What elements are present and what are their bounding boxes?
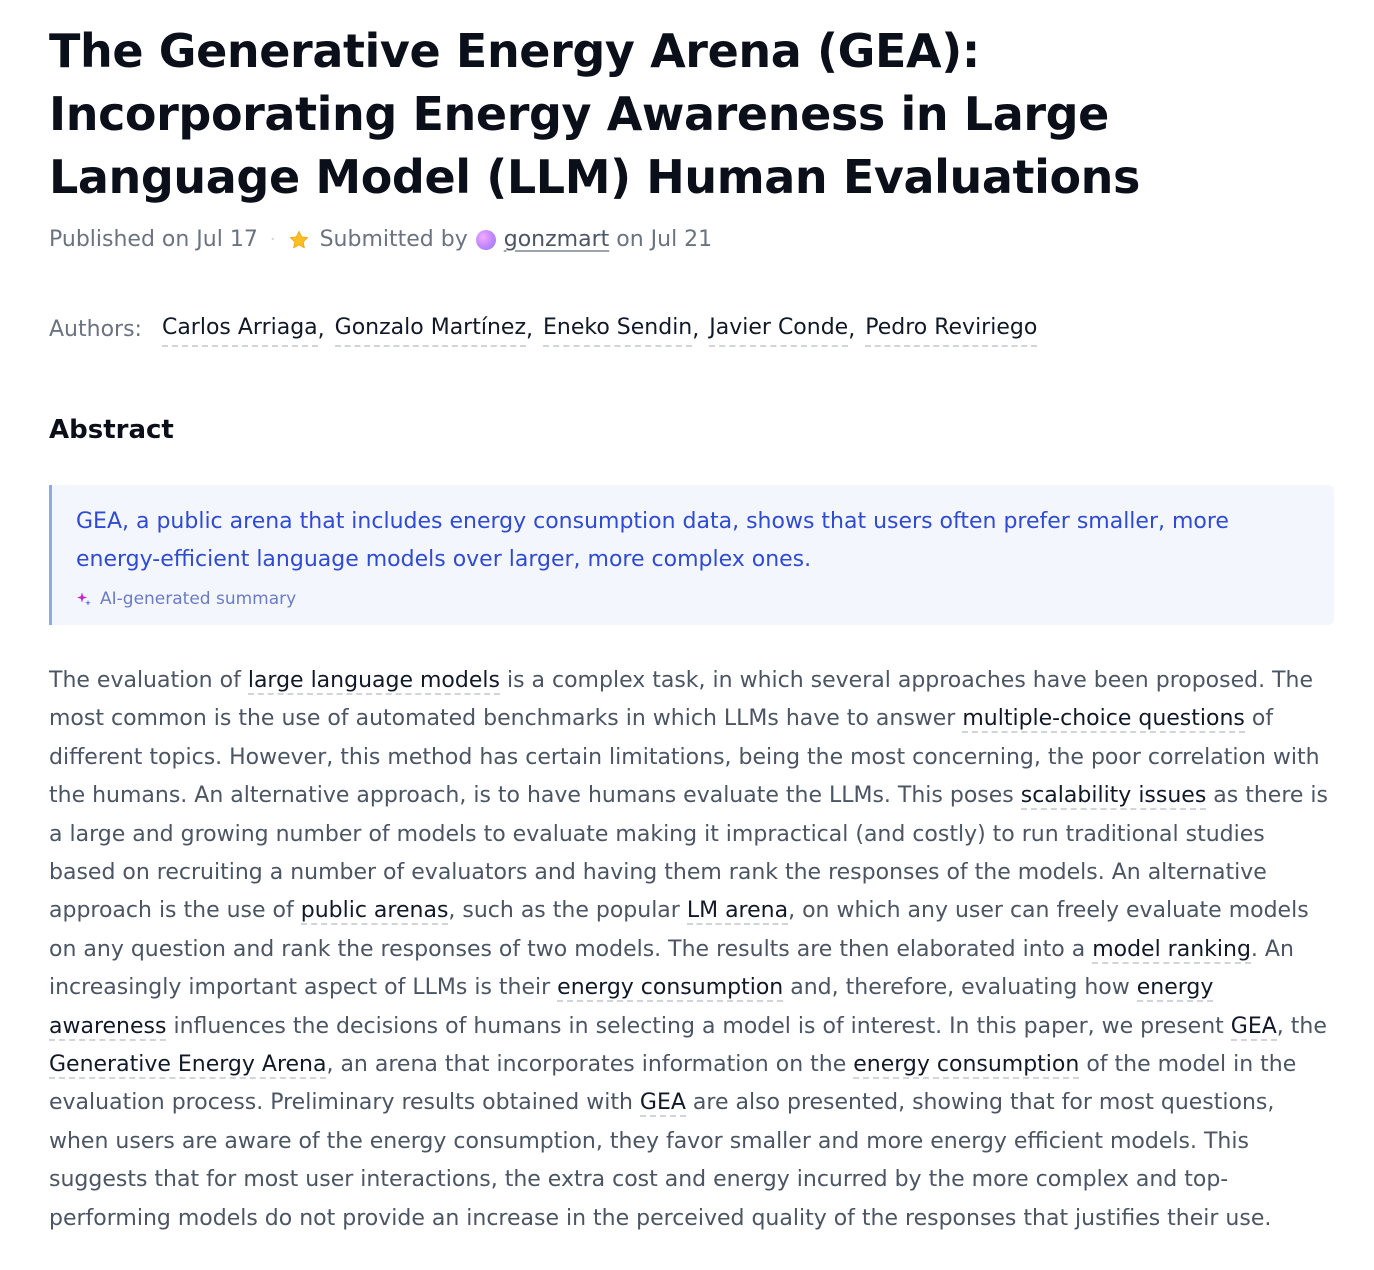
abstract-term-link[interactable]: model ranking [1092, 936, 1251, 962]
ai-summary-label-row [76, 589, 1294, 609]
abstract-term-link[interactable]: energy consumption [853, 1052, 1080, 1078]
author-separator: , [848, 316, 856, 342]
submitted-prefix: Submitted by [319, 227, 468, 252]
ai-summary-label: AI-generated summary [100, 589, 297, 609]
abstract-text-segment: , such as the popular [448, 898, 687, 924]
abstract-text-segment: , an arena that incorporates information on the [326, 1052, 854, 1078]
abstract-text-segment: influences the decisions of humans in selecting a model is of interest. In this paper, we present [166, 1013, 1231, 1039]
author-separator: , [526, 316, 533, 342]
abstract-text-segment: is a complex task, in which several approaches have been proposed. The most common is the use of automated benchmarks in which LLMs have to answer [49, 668, 1314, 732]
abstract-text-segment: of the model in the evaluation process. Preliminary results obtained with [49, 1052, 1297, 1116]
abstract-text [49, 662, 1334, 1238]
star-icon [288, 229, 310, 251]
ai-summary-text: GEA, a public arena that includes energy consumption data, shows that users often prefer smaller, more energy-efficient language models over larger, more complex ones. [76, 509, 1229, 572]
author-link[interactable]: Pedro Reviriego [865, 312, 1037, 347]
abstract-term-link[interactable]: scalability issues [1020, 783, 1207, 809]
submitted-date: on Jul 21 [616, 227, 713, 252]
abstract-term-link[interactable]: multiple-choice questions [962, 706, 1245, 732]
ai-summary-box [49, 485, 1334, 625]
sparkle-icon [76, 591, 92, 607]
abstract-text-segment: . An increasingly important aspect of LLMs is their [49, 936, 1294, 1001]
author-separator: , [317, 316, 325, 342]
author-link[interactable]: Javier Conde [709, 312, 848, 347]
author-link[interactable]: Eneko Sendin [543, 312, 692, 347]
abstract-text-segment: , the [1276, 1013, 1327, 1039]
author-separator: , [692, 316, 700, 342]
abstract-text-segment: as there is a large and growing number of models to evaluate making it impractical (and costly) to run traditional studies based on recruiting a number of evaluators and having them rank the responses of the models. An alternative approach is the use of [49, 783, 1329, 924]
author-link[interactable]: Carlos Arriaga [162, 312, 318, 347]
published-date: Published on Jul 17 [49, 227, 258, 252]
abstract-term-link[interactable]: LM arena [686, 898, 789, 924]
abstract-heading: Abstract [49, 415, 174, 445]
paper-meta [49, 224, 712, 256]
abstract-text-segment: and, therefore, evaluating how [783, 975, 1137, 1001]
abstract-term-link[interactable]: GEA [1230, 1013, 1277, 1039]
abstract-term-link[interactable]: energy awareness [49, 975, 1214, 1039]
author-link[interactable]: Gonzalo Martínez [335, 312, 526, 347]
abstract-text-segment: are also presented, showing that for most questions, when users are aware of the energy consumption, they favor smaller and more energy efficient models. This suggests that for most user interactions, the extra cost and energy incurred by the more complex and top-performing models do not provide an increase in the perceived quality of the responses that justifies their use. [49, 1090, 1275, 1231]
meta-separator: · [269, 229, 276, 250]
abstract-text-segment: , on which any user can freely evaluate models on any question and rank the responses of two models. The results are then elaborated into a [49, 898, 1309, 962]
abstract-term-link[interactable]: GEA [639, 1090, 686, 1116]
submitter-link[interactable]: gonzmart [503, 227, 610, 252]
abstract-text-segment: of different topics. However, this method has certain limitations, being the most concerning, the poor correlation with the humans. An alternative approach, is to have humans evaluate the LLMs. This poses [49, 706, 1320, 809]
abstract-text-segment: The evaluation of [49, 668, 248, 693]
authors-label: Authors: [49, 316, 142, 342]
abstract-term-link[interactable]: public arenas [300, 898, 449, 924]
authors-list [49, 312, 1037, 347]
paper-title: The Generative Energy Arena (GEA): Incorporating Energy Awareness in Large Language Model (LLM) Human Evaluations [49, 24, 1140, 204]
abstract-term-link[interactable]: large language models [247, 668, 500, 693]
abstract-term-link[interactable]: energy consumption [557, 975, 784, 1001]
avatar[interactable] [476, 230, 496, 250]
abstract-term-link[interactable]: Generative Energy Arena [49, 1052, 327, 1078]
